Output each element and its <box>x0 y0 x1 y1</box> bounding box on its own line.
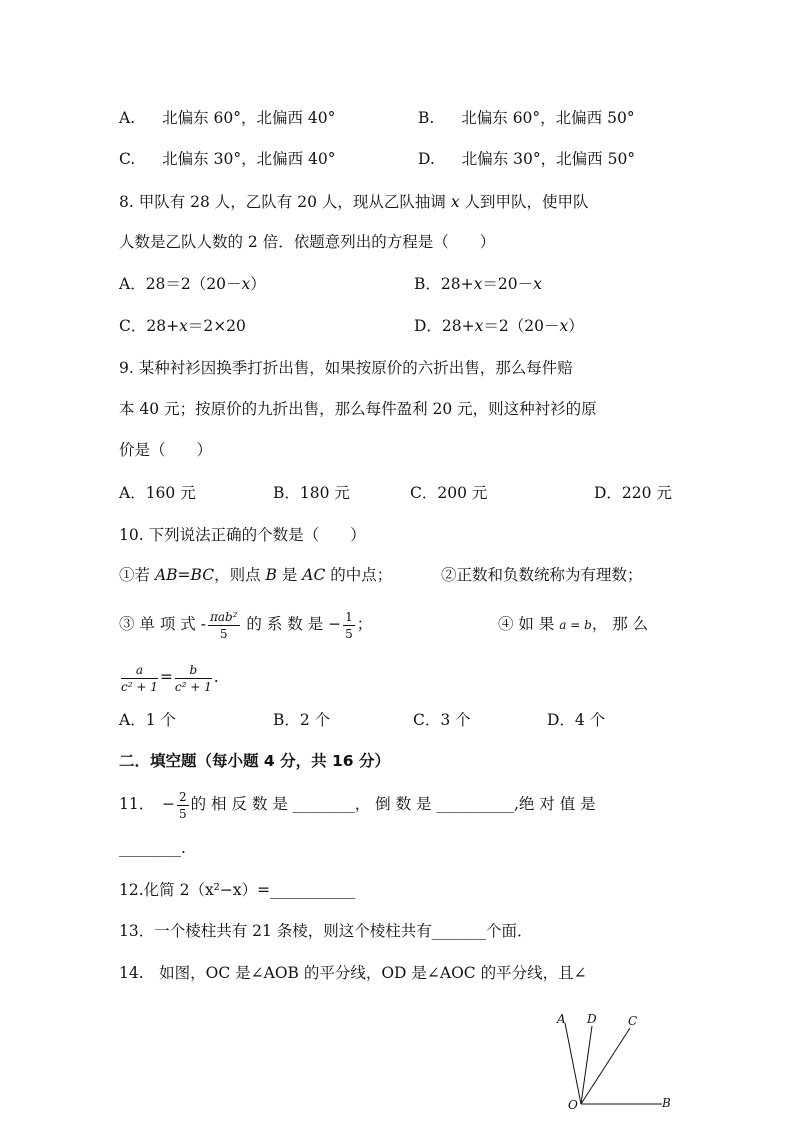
text: ①若 <box>119 566 155 584</box>
period: . <box>213 668 219 686</box>
stem-text: 人到甲队，使甲队 <box>459 193 589 211</box>
option-text: B．28+ <box>414 275 474 293</box>
q10-option-b: B．2 个 <box>273 711 331 729</box>
q7-option-d <box>418 149 635 169</box>
fraction-right <box>175 663 212 694</box>
option-text: ＝20－ <box>482 275 534 293</box>
q9-option-a: A．160 元 <box>119 484 196 502</box>
option-text: C．28+ <box>119 317 180 335</box>
fraction-numerator: πab² <box>209 609 238 624</box>
option-text: ＝2（20－ <box>483 317 560 335</box>
variable-x: x <box>179 317 188 335</box>
variable-x: x <box>241 275 251 293</box>
variable-x: x <box>474 317 484 335</box>
fraction <box>177 790 189 821</box>
q8-option-c <box>119 316 246 336</box>
label-d: D <box>587 1012 597 1026</box>
text: 的 系 数 是 − <box>241 615 342 633</box>
q8-stem-line2: 人数是乙队人数的 2 倍．依题意列出的方程是（ ） <box>119 233 496 251</box>
q9-option-d: D．220 元 <box>594 484 672 502</box>
q10-option-d: D．4 个 <box>547 711 606 729</box>
text: ； <box>356 615 373 633</box>
text: ， 那 么 <box>591 615 649 633</box>
label-c: C <box>628 1014 638 1028</box>
q9-stem-line2: 本 40 元；按原价的九折出售，那么每件盈利 20 元，则这种衬衫的原 <box>119 400 597 418</box>
text: 是 <box>276 566 303 584</box>
q9-stem-line3: 价是（ ） <box>119 441 213 459</box>
fraction-denominator: c² + 1 <box>121 679 158 694</box>
option-text: ） <box>250 275 266 293</box>
q11-line2: ________. <box>119 839 186 857</box>
text: = <box>177 566 191 584</box>
option-label: A. <box>119 109 136 127</box>
q8-option-b <box>414 274 542 294</box>
variable-x: x <box>473 275 483 293</box>
q10-statement-4 <box>498 614 648 635</box>
text: 的中点； <box>325 566 393 584</box>
q9-option-b: B．180 元 <box>273 484 350 502</box>
q10-statement-2: ②正数和负数统称为有理数； <box>441 566 643 584</box>
section-title: 二．填空题（每小题 4 分，共 16 分） <box>119 752 390 770</box>
fraction-denominator: 5 <box>219 626 228 641</box>
q13: 13．一个棱柱共有 21 条棱，则这个棱柱共有_______个面． <box>119 922 533 940</box>
segment-ac: AC <box>302 566 326 584</box>
option-text: 北偏东 30°，北偏西 40° <box>162 150 336 168</box>
option-text: A．28＝2（20－ <box>119 275 242 293</box>
text: 的 相 反 数 是 ________， 倒 数 是 __________,绝 对 值 是 <box>190 795 596 813</box>
q10-statement-1 <box>119 565 392 585</box>
segment-bc: BC <box>190 566 215 584</box>
q10-stem: 10. 下列说法正确的个数是（ ） <box>119 526 366 544</box>
q7-option-a <box>119 108 335 128</box>
option-text: D．28+ <box>414 317 475 335</box>
ray-od <box>581 1026 592 1104</box>
q10-option-a: A．1 个 <box>119 711 176 729</box>
q12: 12.化简 2（x²−x）=___________ <box>119 881 356 899</box>
text: 11． − <box>119 795 175 813</box>
option-text: ＝2×20 <box>187 317 246 335</box>
q11-line1 <box>119 786 596 822</box>
option-text: 北偏东 60°，北偏西 50° <box>461 109 635 127</box>
monomial-fraction <box>208 610 240 641</box>
q8-option-a <box>119 274 266 294</box>
option-text: 北偏东 30°，北偏西 50° <box>461 150 636 168</box>
option-text: ） <box>568 317 584 335</box>
equals-sign: = <box>159 668 173 686</box>
q9-stem-line1: 9. 某种衬衫因换季打折出售，如果按原价的六折出售，那么每件赔 <box>119 359 573 377</box>
fraction-left <box>121 663 158 694</box>
text: ④ 如 果 <box>498 615 560 633</box>
q7-option-c <box>119 149 335 169</box>
point-b: B <box>265 566 277 584</box>
fraction-numerator: a <box>121 663 158 679</box>
text: ，则点 <box>214 566 266 584</box>
fraction-numerator: 2 <box>178 789 187 804</box>
text: ③ 单 项 式 - <box>119 615 206 633</box>
q9-option-c: C．200 元 <box>410 484 488 502</box>
q7-option-b <box>418 108 635 128</box>
option-label: C. <box>119 150 136 168</box>
fraction-denominator: 5 <box>345 626 353 641</box>
equation: a = b <box>559 618 592 632</box>
q10-statement-3 <box>119 606 372 642</box>
variable-x: x <box>533 275 542 293</box>
fraction-denominator: 5 <box>178 806 187 821</box>
option-label: B. <box>418 109 435 127</box>
segment-ab: AB <box>154 566 178 584</box>
angle-diagram <box>548 1008 688 1118</box>
q14: 14. 如图，OC 是∠AOB 的平分线，OD 是∠AOC 的平分线，且∠ <box>119 964 587 982</box>
option-label: D. <box>418 150 435 168</box>
q10-option-c: C．3 个 <box>413 711 471 729</box>
fraction-numerator: 1 <box>345 609 353 624</box>
ray-oa <box>565 1023 581 1104</box>
label-a: A <box>557 1012 566 1026</box>
q10-statement-4-equation <box>119 657 219 697</box>
ray-oc <box>581 1028 630 1104</box>
label-o: O <box>568 1098 578 1112</box>
coefficient-fraction <box>343 610 355 641</box>
option-text: 北偏东 60°，北偏西 40° <box>162 109 336 127</box>
variable-x: x <box>450 193 460 211</box>
variable-x: x <box>559 317 569 335</box>
label-b: B <box>662 1096 671 1110</box>
fraction-denominator: c² + 1 <box>174 679 212 694</box>
fraction-numerator: b <box>175 663 212 679</box>
stem-text: 8. 甲队有 28 人，乙队有 20 人，现从乙队抽调 <box>119 193 451 211</box>
q8-option-d <box>414 316 584 336</box>
q8-stem-line1 <box>119 192 589 212</box>
